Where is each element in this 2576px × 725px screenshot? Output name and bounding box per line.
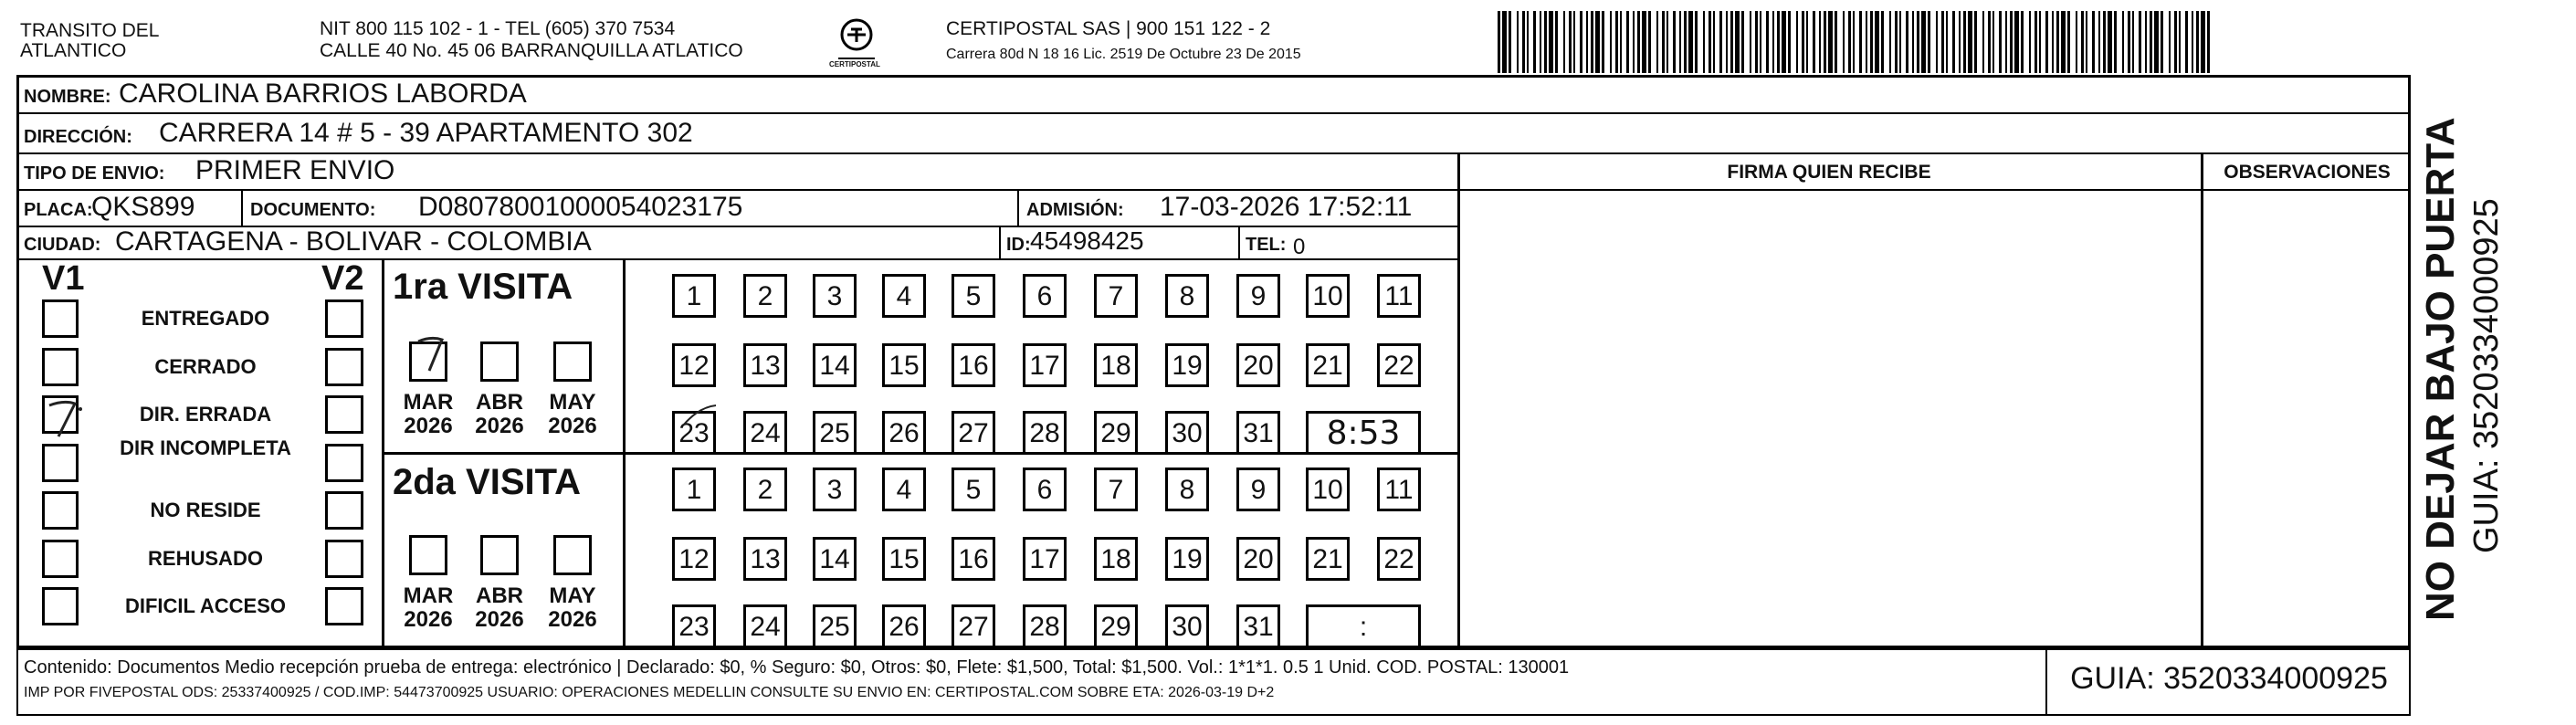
v2-label: V2 <box>321 259 364 298</box>
v1-checkbox[interactable] <box>42 444 79 482</box>
observaciones-area[interactable] <box>2203 192 2409 646</box>
v1-checkbox[interactable] <box>42 491 79 530</box>
day-box-second[interactable]: 22 <box>1377 537 1421 581</box>
ciudad-value: CARTAGENA - BOLIVAR - COLOMBIA <box>115 226 592 257</box>
barcode-bar <box>1709 11 1711 73</box>
strike-mark-icon <box>676 398 721 435</box>
barcode-bar <box>1802 11 1804 73</box>
day-box-first[interactable]: 2 <box>743 274 787 318</box>
certipostal-logo <box>829 15 884 69</box>
footer-imp: IMP POR FIVEPOSTAL ODS: 25337400925 / COD.IMP: 54473700925 USUARIO: OPERACIONES MEDELLIN CONSULTE SU ENVIO EN: CERTIPOSTAL.COM SOBRE ETA: 2026-03-19 D+2 <box>24 685 1275 700</box>
barcode-bar <box>2154 11 2159 73</box>
v1-checkbox[interactable] <box>42 348 79 386</box>
side-guia: GUIA: 3520334000925 <box>2467 198 2506 553</box>
day-box-second[interactable]: 7 <box>1094 468 1138 511</box>
placa-label: PLACA: <box>24 200 93 220</box>
barcode-bar <box>1648 11 1651 73</box>
day-box-second[interactable]: 21 <box>1306 537 1350 581</box>
first-visit-title: 1ra VISITA <box>393 267 573 307</box>
day-box-second[interactable]: 20 <box>1236 537 1280 581</box>
barcode-bar <box>1637 11 1640 73</box>
barcode-bar <box>1602 11 1604 73</box>
second-visit-title: 2da VISITA <box>393 462 581 502</box>
day-box-first[interactable]: 26 <box>882 411 926 455</box>
barcode-bar <box>1928 11 1930 73</box>
barcode-bar <box>1760 11 1761 73</box>
barcode-bar <box>2061 11 2066 73</box>
admision-label: ADMISIÓN: <box>1026 200 1124 220</box>
day-box-first[interactable]: 30 <box>1165 411 1209 455</box>
time-box-first[interactable]: 8:53 <box>1306 411 1421 455</box>
barcode-bar <box>1952 11 1955 73</box>
barcode-bar <box>1796 11 1798 73</box>
barcode-bar <box>1549 11 1553 73</box>
barcode-bar <box>1899 11 1901 73</box>
barcode-bar <box>1788 11 1791 73</box>
handwritten-status-mark <box>44 398 82 438</box>
observaciones-label: OBSERVACIONES <box>2224 162 2391 183</box>
v1-checkbox[interactable] <box>42 540 79 578</box>
handwritten-seven-icon <box>413 334 447 374</box>
day-box-second[interactable]: 8 <box>1165 468 1209 511</box>
day-box-first[interactable]: 22 <box>1377 343 1421 387</box>
day-box-first[interactable]: 16 <box>952 343 995 387</box>
handwritten-strike-23 <box>676 398 721 435</box>
time-box-second[interactable]: : <box>1306 604 1421 648</box>
barcode-bar <box>2098 11 2100 73</box>
barcode-bar <box>2081 11 2084 73</box>
day-box-first[interactable]: 11 <box>1377 274 1421 318</box>
barcode-bar <box>2010 11 2013 73</box>
barcode-bar <box>1591 11 1593 73</box>
company-name-line1: TRANSITO DEL <box>20 20 160 41</box>
barcode-bar <box>2192 11 2193 73</box>
barcode-bar <box>1498 11 1500 73</box>
barcode-bar <box>1959 11 1961 73</box>
status-label: DIR. ERRADA <box>139 403 272 426</box>
v2-checkbox[interactable] <box>325 299 363 338</box>
barcode-bar <box>1824 11 1826 73</box>
id-label: ID: <box>1006 235 1031 255</box>
company-name-line2: ATLANTICO <box>20 40 127 61</box>
barcode-bar <box>1703 11 1705 73</box>
day-box-second[interactable]: 1 <box>672 468 716 511</box>
month-label: MAR <box>403 583 454 608</box>
tipo-value: PRIMER ENVIO <box>195 155 395 185</box>
barcode-bar <box>2076 11 2077 73</box>
tel-label: TEL: <box>1246 235 1287 255</box>
documento-label: DOCUMENTO: <box>250 200 376 220</box>
day-box-second[interactable]: 10 <box>1306 468 1350 511</box>
barcode-bar <box>2005 11 2007 73</box>
day-box-second[interactable]: 6 <box>1023 468 1067 511</box>
day-box-first[interactable]: 9 <box>1236 274 1280 318</box>
barcode-bar <box>1673 11 1676 73</box>
nit-line: NIT 800 115 102 - 1 - TEL (605) 370 7534 <box>320 18 676 39</box>
barcode-bar <box>1848 11 1851 73</box>
barcode-bar <box>1540 11 1541 73</box>
barcode-bar <box>1859 11 1862 73</box>
month-label: MAY <box>549 390 596 415</box>
barcode-bar <box>1695 11 1698 73</box>
barcode-bar <box>2122 11 2124 73</box>
barcode-bar <box>2201 11 2205 73</box>
day-box-second[interactable]: 26 <box>882 604 926 648</box>
barcode-bar <box>1853 11 1855 73</box>
placa-value: QKS899 <box>91 192 195 222</box>
barcode-bar <box>1615 11 1618 73</box>
barcode-bar <box>1527 11 1529 73</box>
day-box-second[interactable]: 12 <box>672 537 716 581</box>
day-box-first[interactable]: 10 <box>1306 274 1350 318</box>
barcode-bar <box>1755 11 1758 73</box>
year-label: 2026 <box>548 414 597 438</box>
day-box-second[interactable]: 13 <box>743 537 787 581</box>
barcode-bar <box>2196 11 2199 73</box>
barcode-bar <box>2092 11 2095 73</box>
barcode-bar <box>1509 11 1511 73</box>
barcode-bar <box>2035 11 2037 73</box>
barcode-bar <box>2145 11 2147 73</box>
day-box-second[interactable]: 29 <box>1094 604 1138 648</box>
handwritten-month-mark <box>413 334 447 374</box>
direccion-label: DIRECCIÓN: <box>24 127 132 147</box>
courier-line: CERTIPOSTAL SAS | 900 151 122 - 2 <box>946 18 1271 39</box>
day-box-first[interactable]: 27 <box>952 411 995 455</box>
day-box-first[interactable]: 17 <box>1023 343 1067 387</box>
status-label: DIR INCOMPLETA <box>120 436 291 459</box>
direccion-value: CARRERA 14 # 5 - 39 APARTAMENTO 302 <box>159 118 693 148</box>
handwritten-seven-icon <box>44 398 82 438</box>
day-box-second[interactable]: 28 <box>1023 604 1067 648</box>
day-box-second[interactable]: 3 <box>813 468 857 511</box>
day-box-second[interactable]: 30 <box>1165 604 1209 648</box>
day-box-second[interactable]: 15 <box>882 537 926 581</box>
barcode-bar <box>1917 11 1919 73</box>
day-box-second[interactable]: 18 <box>1094 537 1138 581</box>
courier-license: Carrera 80d N 18 16 Lic. 2519 De Octubre 23 De 2015 <box>946 47 1301 62</box>
day-box-first[interactable]: 19 <box>1165 343 1209 387</box>
day-box-second[interactable]: 14 <box>813 537 857 581</box>
barcode-bar <box>1679 11 1681 73</box>
month-checkbox-may[interactable] <box>553 341 592 382</box>
id-value: 45498425 <box>1030 226 1144 255</box>
barcode-bar <box>1889 11 1891 73</box>
firma-label: FIRMA QUIEN RECIBE <box>1727 162 1931 183</box>
barcode-bar <box>1750 11 1751 73</box>
barcode-bar <box>1656 11 1658 73</box>
barcode-bar <box>1999 11 2002 73</box>
barcode-bar <box>2128 11 2130 73</box>
barcode-bar <box>1544 11 1547 73</box>
month-label: MAR <box>403 390 454 415</box>
barcode-bar <box>1866 11 1867 73</box>
barcode-bar <box>1870 11 1873 73</box>
row-direccion <box>16 114 2411 154</box>
barcode-bar <box>2139 11 2141 73</box>
barcode-bar <box>1586 11 1588 73</box>
row-tipo <box>16 154 1459 191</box>
barcode-bar <box>1573 11 1575 73</box>
barcode-bar <box>1936 11 1938 73</box>
day-box-second[interactable]: 25 <box>813 604 857 648</box>
barcode-bar <box>1982 11 1984 73</box>
v1-checkbox[interactable] <box>42 587 79 625</box>
v2-checkbox[interactable] <box>325 587 363 625</box>
barcode-bar <box>1719 11 1722 73</box>
day-box-first[interactable]: 18 <box>1094 343 1138 387</box>
day-box-first[interactable]: 8 <box>1165 274 1209 318</box>
barcode-bar <box>2039 11 2041 73</box>
barcode-bar <box>1912 11 1914 73</box>
barcode-bar <box>1881 11 1884 73</box>
barcode-bar <box>2174 11 2177 73</box>
barcode-bar <box>1782 11 1786 73</box>
day-box-second[interactable]: 4 <box>882 468 926 511</box>
barcode-bar <box>1819 11 1821 73</box>
barcode-bar <box>1843 11 1845 73</box>
v1-checkbox[interactable] <box>42 299 79 338</box>
v2-checkbox[interactable] <box>325 444 363 482</box>
barcode-bar <box>1569 11 1572 73</box>
day-box-second[interactable]: 2 <box>743 468 787 511</box>
barcode-bar <box>1772 11 1774 73</box>
barcode-bar <box>2029 11 2031 73</box>
footer-guia: GUIA: 3520334000925 <box>2070 661 2388 696</box>
day-box-first[interactable]: 4 <box>882 274 926 318</box>
barcode-bar <box>1626 11 1629 73</box>
day-box-first[interactable]: 31 <box>1236 411 1280 455</box>
barcode-bar <box>1522 11 1525 73</box>
day-box-first[interactable]: 1 <box>672 274 716 318</box>
barcode-bar <box>1595 11 1600 73</box>
barcode-bar <box>1662 11 1665 73</box>
barcode-bar <box>1713 11 1715 73</box>
signature-header-line <box>1457 189 2411 191</box>
barcode-bar <box>1906 11 1908 73</box>
day-box-second[interactable]: 23 <box>672 604 716 648</box>
month-label: MAY <box>549 583 596 608</box>
barcode-bar <box>2161 11 2163 73</box>
barcode-icon <box>1498 11 2219 73</box>
barcode-bar <box>1610 11 1612 73</box>
day-box-first[interactable]: 24 <box>743 411 787 455</box>
v2-checkbox[interactable] <box>325 348 363 386</box>
row-ciudad <box>16 227 1459 260</box>
day-box-second[interactable]: 9 <box>1236 468 1280 511</box>
status-label: CERRADO <box>154 354 257 378</box>
month-label: ABR <box>476 390 523 415</box>
barcode-bar <box>1835 11 1837 73</box>
barcode-bar <box>1555 11 1558 73</box>
day-box-first[interactable]: 15 <box>882 343 926 387</box>
barcode-bar <box>1946 11 1948 73</box>
barcode-bar <box>1992 11 1994 73</box>
year-label: 2026 <box>404 607 453 632</box>
barcode-bar <box>2179 11 2181 73</box>
barcode-bar <box>2067 11 2070 73</box>
barcode-bar <box>1806 11 1808 73</box>
barcode-bar <box>1941 11 1944 73</box>
documento-value: D08078001000054023175 <box>418 192 743 222</box>
barcode-bar <box>2150 11 2152 73</box>
barcode-bar <box>2169 11 2171 73</box>
day-box-first[interactable]: 20 <box>1236 343 1280 387</box>
v2-checkbox[interactable] <box>325 491 363 530</box>
row-placa <box>16 191 1459 227</box>
barcode-bar <box>1766 11 1769 73</box>
barcode-bar <box>1741 11 1744 73</box>
barcode-bar <box>1633 11 1635 73</box>
barcode-bar <box>2132 11 2134 73</box>
v2-checkbox[interactable] <box>325 540 363 578</box>
barcode-bar <box>1684 11 1687 73</box>
day-box-first[interactable]: 29 <box>1094 411 1138 455</box>
barcode-bar <box>1921 11 1926 73</box>
admision-value: 17-03-2026 17:52:11 <box>1160 192 1413 222</box>
barcode-bar <box>1642 11 1646 73</box>
barcode-bar <box>2014 11 2019 73</box>
year-label: 2026 <box>404 414 453 438</box>
day-box-second[interactable]: 16 <box>952 537 995 581</box>
month-checkbox-abr[interactable] <box>480 341 519 382</box>
day-box-first[interactable]: 28 <box>1023 411 1067 455</box>
barcode-bar <box>1974 11 1977 73</box>
barcode-bar <box>1580 11 1582 73</box>
barcode-bar <box>1667 11 1668 73</box>
day-box-second[interactable]: 17 <box>1023 537 1067 581</box>
barcode-bar <box>1813 11 1815 73</box>
month-label: ABR <box>476 583 523 608</box>
day-box-second[interactable]: 31 <box>1236 604 1280 648</box>
day-box-first[interactable]: 7 <box>1094 274 1138 318</box>
barcode-bar <box>1517 11 1519 73</box>
barcode-bar <box>1502 11 1507 73</box>
footer-contenido: Contenido: Documentos Medio recepción prueba de entrega: electrónico | Declarado: $0, % Seguro: $0, Otros: $0, Flete: $1,500, Total: $1,500. Vol.: 1*1*1. 0.5 1 Unid. COD. POSTAL: 130001 <box>24 657 1570 678</box>
nombre-value: CAROLINA BARRIOS LABORDA <box>119 79 527 109</box>
barcode-bar <box>2108 11 2112 73</box>
status-label: DIFICIL ACCESO <box>124 594 286 617</box>
barcode-bar <box>1988 11 1991 73</box>
day-box-first[interactable]: 25 <box>813 411 857 455</box>
barcode <box>1498 11 2219 73</box>
day-box-first[interactable]: 14 <box>813 343 857 387</box>
logo-text: CERTIPOSTAL <box>829 60 880 68</box>
day-box-first[interactable]: 13 <box>743 343 787 387</box>
barcode-bar <box>2114 11 2117 73</box>
day-box-first[interactable]: 6 <box>1023 274 1067 318</box>
year-label: 2026 <box>475 607 524 632</box>
status-label: REHUSADO <box>148 546 263 570</box>
v1-label: V1 <box>42 259 85 298</box>
day-box-second[interactable]: 19 <box>1165 537 1209 581</box>
barcode-bar <box>1963 11 1966 73</box>
barcode-bar <box>1828 11 1833 73</box>
year-label: 2026 <box>548 607 597 632</box>
tel-value: 0 <box>1293 235 1306 259</box>
barcode-bar <box>2103 11 2106 73</box>
day-box-first[interactable]: 21 <box>1306 343 1350 387</box>
barcode-bar <box>1563 11 1565 73</box>
year-label: 2026 <box>475 414 524 438</box>
month-checkbox-may[interactable] <box>553 535 592 575</box>
barcode-bar <box>2185 11 2188 73</box>
barcode-bar <box>2207 11 2210 73</box>
day-box-first[interactable]: 3 <box>813 274 857 318</box>
month-checkbox-abr[interactable] <box>480 535 519 575</box>
day-box-first[interactable]: 5 <box>952 274 995 318</box>
day-box-first[interactable]: 12 <box>672 343 716 387</box>
status-label: ENTREGADO <box>141 307 270 330</box>
day-box-second[interactable]: 27 <box>952 604 995 648</box>
barcode-bar <box>1730 11 1733 73</box>
v2-checkbox[interactable] <box>325 395 363 434</box>
barcode-bar <box>1895 11 1898 73</box>
tipo-label: TIPO DE ENVIO: <box>24 163 165 184</box>
barcode-bar <box>2056 11 2059 73</box>
barcode-bar <box>2045 11 2048 73</box>
row-nombre <box>16 75 2411 114</box>
barcode-bar <box>1735 11 1740 73</box>
barcode-bar <box>1688 11 1693 73</box>
barcode-bar <box>2086 11 2087 73</box>
barcode-bar <box>1777 11 1780 73</box>
signature-area[interactable] <box>1460 192 2200 646</box>
barcode-bar <box>1533 11 1536 73</box>
side-warning: NO DEJAR BAJO PUERTA <box>2418 117 2463 621</box>
status-label: NO RESIDE <box>150 499 261 521</box>
divider-months <box>623 260 626 648</box>
month-checkbox-mar[interactable] <box>409 535 447 575</box>
barcode-bar <box>1726 11 1728 73</box>
day-box-second[interactable]: 5 <box>952 468 995 511</box>
day-box-second[interactable]: 11 <box>1377 468 1421 511</box>
barcode-bar <box>1968 11 1972 73</box>
day-box-first[interactable]: 23 <box>672 411 716 455</box>
barcode-bar <box>2052 11 2054 73</box>
barcode-bar <box>1620 11 1622 73</box>
nombre-label: NOMBRE: <box>24 87 111 107</box>
day-box-second[interactable]: 24 <box>743 604 787 648</box>
ciudad-label: CIUDAD: <box>24 235 101 255</box>
barcode-bar <box>2021 11 2024 73</box>
address-line: CALLE 40 No. 45 06 BARRANQUILLA ATLATICO <box>320 40 743 61</box>
barcode-bar <box>1875 11 1879 73</box>
